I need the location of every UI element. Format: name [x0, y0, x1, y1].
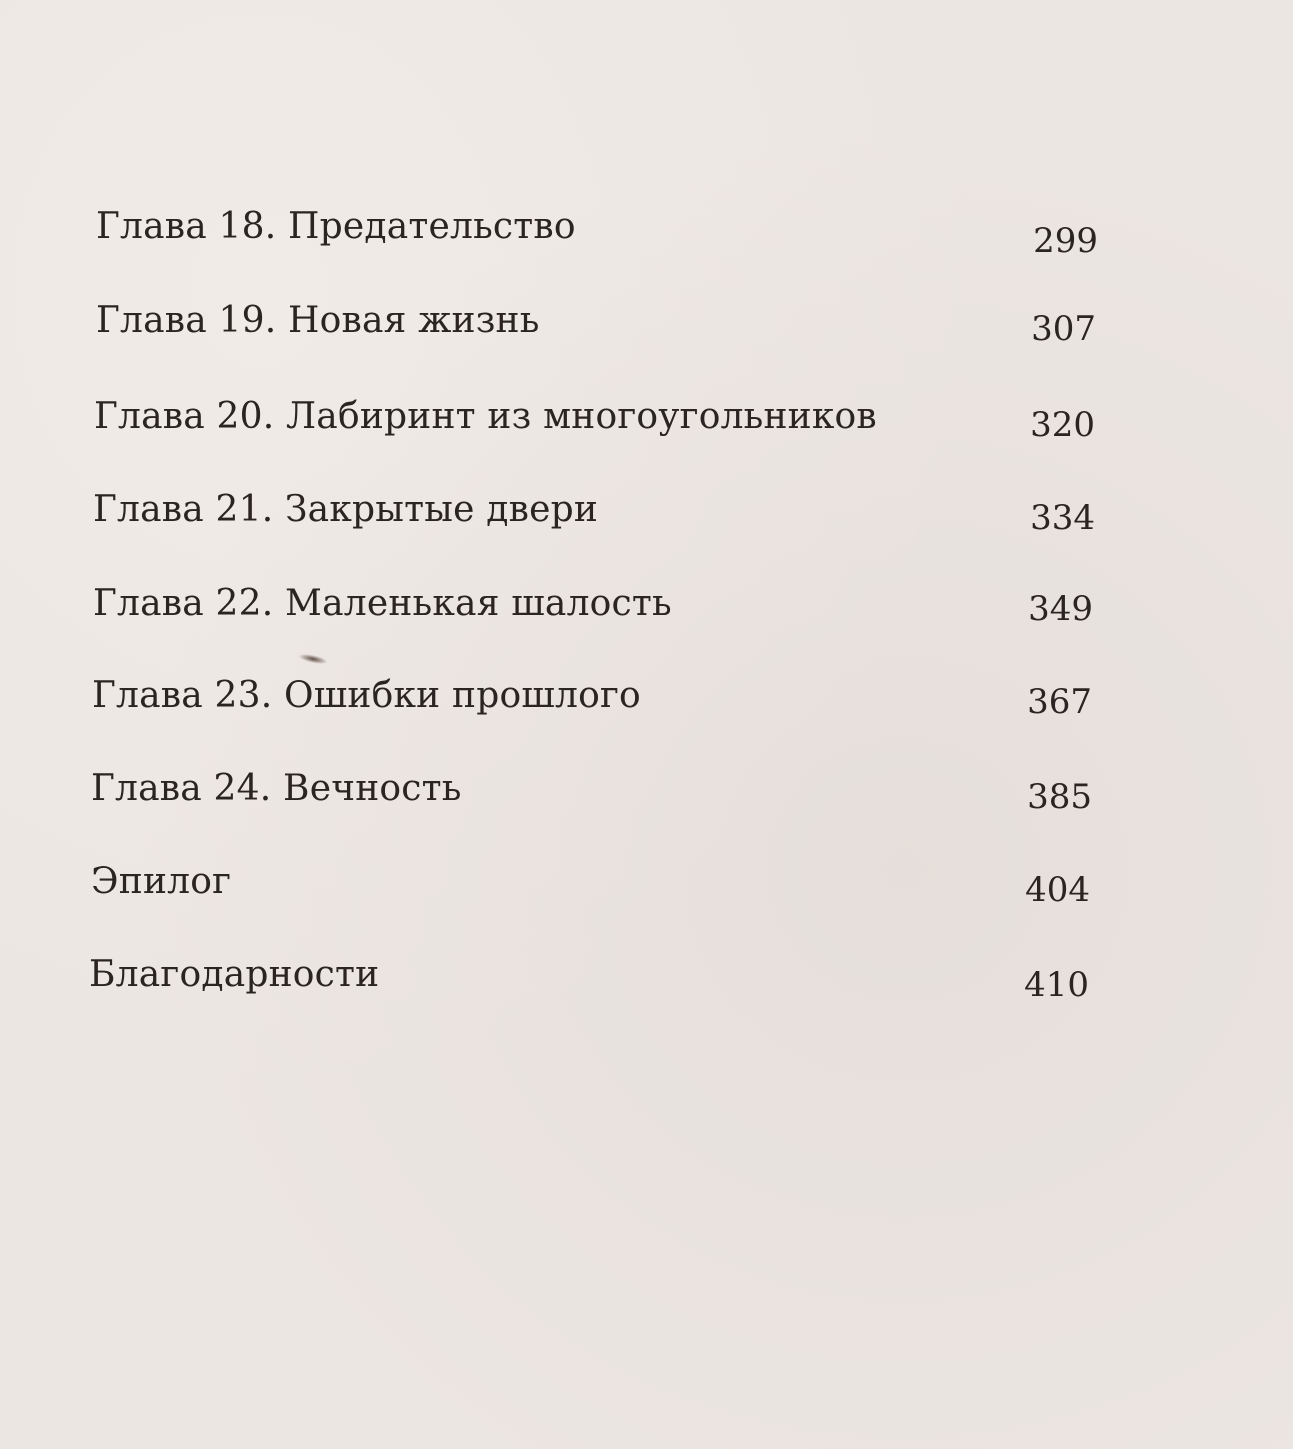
toc-entry-page: 404: [1025, 870, 1090, 910]
toc-entry-title: Глава 18. Предательство: [96, 206, 576, 247]
toc-entry-title: Эпилог: [91, 861, 232, 902]
toc-entry-page: 367: [1027, 682, 1092, 722]
toc-entry-page: 320: [1030, 405, 1095, 445]
toc-entry-title: Глава 21. Закрытые двери: [93, 489, 599, 530]
toc-entry-page: 334: [1030, 498, 1095, 538]
toc-entry-page: 299: [1033, 221, 1098, 261]
toc-entry-chapter-24: [0, 767, 1293, 827]
toc-entry-title: Глава 20. Лабиринт из многоугольников: [94, 396, 877, 437]
toc-entry-epilogue: [0, 860, 1293, 920]
toc-entry-chapter-23: [0, 674, 1293, 734]
toc-entry-title: Глава 24. Вечность: [91, 768, 462, 809]
toc-entry-chapter-19: [0, 299, 1293, 359]
toc-entry-chapter-20: [0, 395, 1293, 455]
toc-entry-acknowledgements: [0, 953, 1293, 1013]
toc-entry-title: Глава 19. Новая жизнь: [96, 300, 540, 341]
toc-entry-page: 307: [1031, 309, 1096, 349]
toc-entry-page: 385: [1027, 777, 1092, 817]
toc-entry-page: 349: [1028, 589, 1093, 629]
toc-entry-chapter-21: [0, 488, 1293, 548]
toc-entry-page: 410: [1024, 965, 1089, 1005]
toc-entry-title: Глава 22. Маленькая шалость: [93, 583, 672, 624]
toc-entry-title: Благодарности: [89, 954, 380, 995]
toc-entry-title: Глава 23. Ошибки прошлого: [92, 675, 641, 716]
toc-entry-chapter-22: [0, 582, 1293, 642]
toc-entry-chapter-18: [0, 205, 1293, 265]
ink-smudge: [297, 652, 328, 666]
